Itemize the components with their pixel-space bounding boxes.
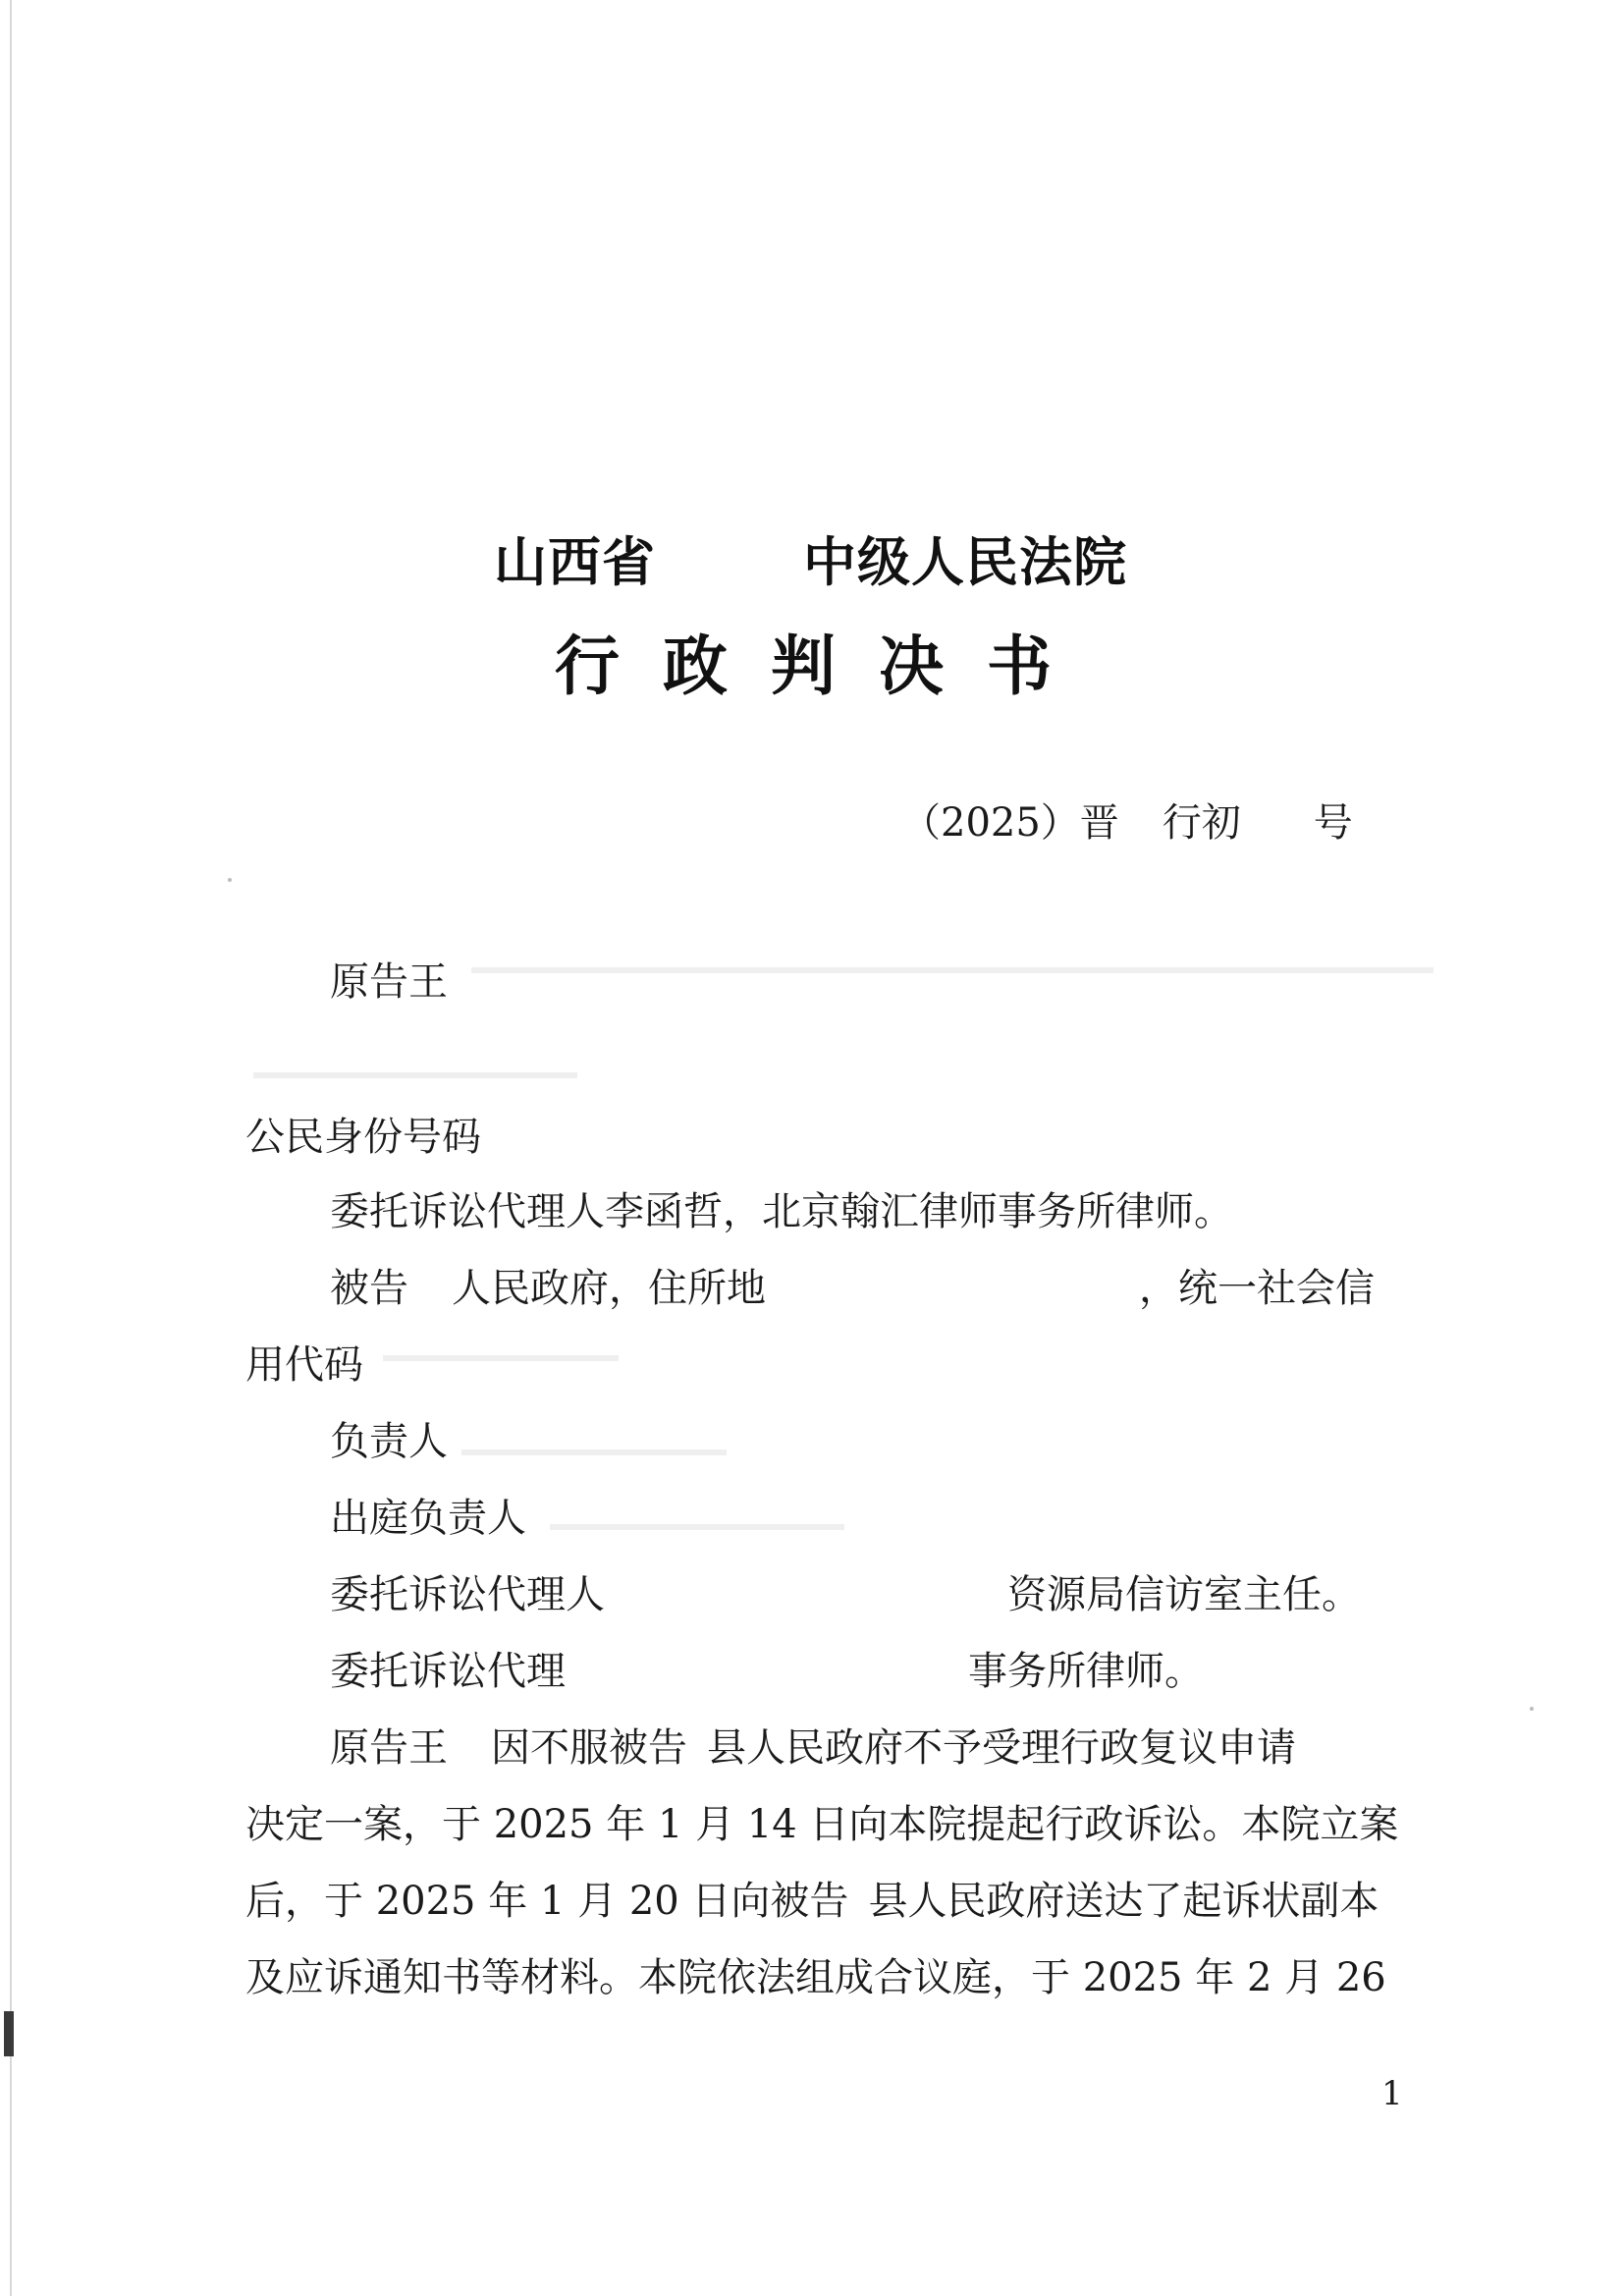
defendant-name: 人民政府，住所地 xyxy=(452,1266,766,1311)
defendant-credit-label: ，统一社会信 xyxy=(1139,1266,1375,1311)
facts-line-3-a: 后，于 2025 年 1 月 20 日向被告 xyxy=(245,1879,849,1924)
defendant-agent-1-title: 资源局信访室主任。 xyxy=(1007,1572,1361,1617)
case-number-prefix: （2025）晋 xyxy=(901,800,1119,846)
page-number: 1 xyxy=(1381,2074,1403,2113)
id-number-line: 公民身份号码 xyxy=(245,1115,481,1160)
facts-line-3 xyxy=(245,1878,1379,1925)
case-number xyxy=(901,792,1353,847)
facts-line-1-c: 县人民政府不予受理行政复议申请 xyxy=(707,1725,1296,1771)
defendant-agent-2-label: 委托诉讼代理 xyxy=(330,1649,566,1694)
court-name xyxy=(494,520,1127,596)
scan-speck xyxy=(1530,1707,1534,1711)
defendant-agent-2-title: 事务所律师。 xyxy=(968,1649,1204,1694)
credit-code-line: 用代码 xyxy=(245,1342,363,1388)
redaction-mark xyxy=(383,1355,619,1361)
redaction-mark xyxy=(461,1449,727,1455)
scan-speck xyxy=(228,878,232,882)
facts-line-1 xyxy=(330,1724,1296,1772)
facts-line-4: 及应诉通知书等材料。本院依法组成合议庭，于 2025 年 2 月 26 xyxy=(245,1955,1386,2000)
plaintiff-line: 原告王 xyxy=(330,959,448,1005)
redaction-mark xyxy=(253,1072,577,1078)
defendant-line xyxy=(330,1265,1375,1312)
defendant-agent-1-label: 委托诉讼代理人 xyxy=(330,1572,605,1617)
plaintiff-agent-line: 委托诉讼代理人李函哲，北京翰汇律师事务所律师。 xyxy=(330,1189,1233,1234)
facts-line-2: 决定一案，于 2025 年 1 月 14 日向本院提起行政诉讼。本院立案 xyxy=(245,1802,1399,1847)
case-number-type: 行初 xyxy=(1162,800,1241,846)
document-title: 行政判决书 xyxy=(555,631,1095,703)
court-name-prefix: 山西省 xyxy=(494,533,656,592)
court-name-suffix: 中级人民法院 xyxy=(803,533,1127,592)
defendant-agent-1-line xyxy=(330,1571,1361,1618)
court-responsible-person-line: 出庭负责人 xyxy=(330,1496,526,1541)
case-number-suffix: 号 xyxy=(1313,800,1353,846)
redaction-mark xyxy=(550,1524,844,1530)
facts-line-1-a: 原告王 xyxy=(330,1725,448,1771)
facts-line-3-b: 县人民政府送达了起诉状副本 xyxy=(868,1879,1380,1924)
redaction-mark xyxy=(471,967,1434,973)
facts-line-1-b: 因不服被告 xyxy=(491,1725,687,1771)
responsible-person-line: 负责人 xyxy=(330,1419,448,1464)
scan-mark xyxy=(4,2011,14,2056)
scan-edge xyxy=(10,0,12,2296)
defendant-label: 被告 xyxy=(330,1266,408,1311)
defendant-agent-2-line xyxy=(330,1648,1204,1695)
